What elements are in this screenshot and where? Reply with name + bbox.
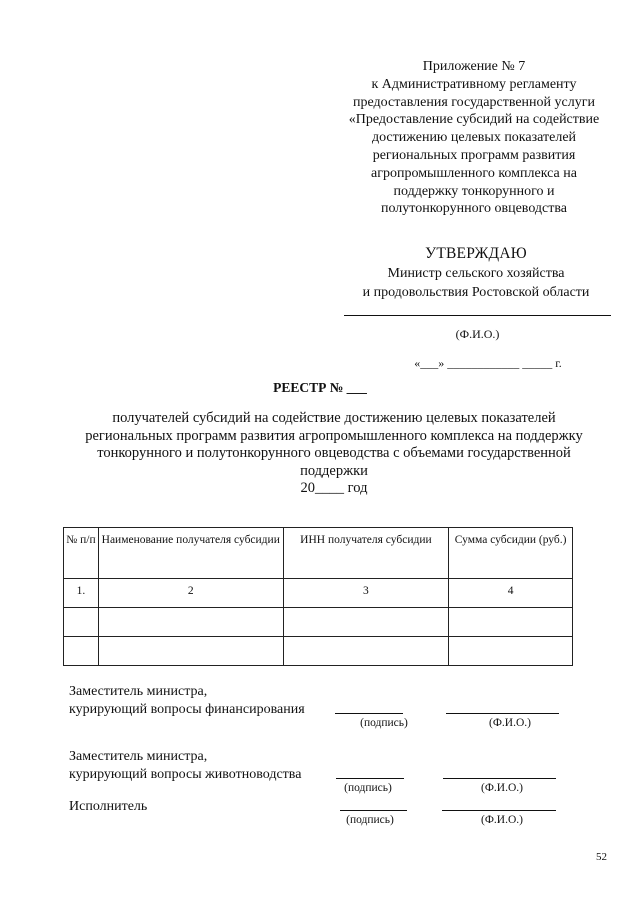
appendix-line: к Административному регламенту — [371, 76, 577, 92]
approval-block — [340, 244, 612, 302]
appendix-header — [330, 58, 618, 218]
approval-date-line: «___» ____________ _____ г. — [414, 356, 562, 370]
table-cell — [64, 637, 99, 666]
registry-description-line: тонкорунного и полутонкорунного овцеводства с объемами государственной — [97, 445, 571, 461]
table-header-row — [64, 528, 573, 579]
signature-label-line: Заместитель министра, — [69, 684, 208, 699]
table-cell: 4 — [449, 579, 573, 608]
appendix-line: предоставления государственной услуги — [353, 94, 595, 110]
table-cell: 2 — [98, 579, 283, 608]
table-row — [64, 637, 573, 666]
livestock-sign-line — [336, 778, 404, 779]
signature-label-line: курирующий вопросы финансирования — [69, 701, 305, 717]
livestock-fio-caption: (Ф.И.О.) — [481, 782, 523, 794]
finance-deputy-label — [69, 683, 305, 718]
executor-sign-caption: (подпись) — [346, 814, 394, 826]
table-cell: 1. — [64, 579, 99, 608]
registry-title: РЕЕСТР № ___ — [273, 380, 367, 395]
table-cell — [283, 637, 449, 666]
table-numbering-row — [64, 579, 573, 608]
table-cell — [283, 608, 449, 637]
registry-table — [63, 527, 573, 666]
registry-description — [72, 410, 596, 498]
finance-fio-caption: (Ф.И.О.) — [489, 717, 531, 729]
appendix-line: поддержку тонкорунного и — [393, 183, 555, 199]
table-header-cell: № п/п — [64, 528, 99, 579]
table-cell: 3 — [283, 579, 449, 608]
executor-fio-caption: (Ф.И.О.) — [481, 814, 523, 826]
approval-fio-caption: (Ф.И.О.) — [455, 327, 500, 341]
table-header-cell: ИНН получателя субсидии — [283, 528, 449, 579]
appendix-line: «Предоставление субсидий на содействие — [348, 112, 600, 128]
appendix-line: Приложение № 7 — [422, 59, 526, 74]
registry-description-line: региональных программ развития агропромышленного комплекса на поддержку — [85, 427, 583, 444]
approval-title: УТВЕРЖДАЮ — [425, 245, 527, 262]
table-cell — [98, 608, 283, 637]
approval-position-line: и продовольствия Ростовской области — [362, 285, 590, 300]
executor-sign-line — [340, 810, 407, 811]
finance-sign-line — [335, 713, 403, 714]
appendix-line: региональных программ развития — [372, 147, 576, 163]
table-header-cell: Наименование получателя субсидии — [98, 528, 283, 579]
appendix-line: полутонкорунного овцеводства — [380, 201, 568, 217]
table-row — [64, 608, 573, 637]
table-cell — [98, 637, 283, 666]
appendix-line: агропромышленного комплекса на — [371, 165, 577, 181]
finance-sign-caption: (подпись) — [360, 717, 408, 729]
table-cell — [64, 608, 99, 637]
signature-label-line: курирующий вопросы животноводства — [69, 766, 302, 782]
table-cell — [449, 608, 573, 637]
livestock-sign-caption: (подпись) — [344, 782, 392, 794]
table-cell — [449, 637, 573, 666]
executor-label: Исполнитель — [69, 799, 148, 814]
approval-position-line: Министр сельского хозяйства — [387, 266, 565, 281]
executor-fio-line — [442, 810, 556, 811]
registry-description-line: получателей субсидий на содействие достижению целевых показателей — [112, 410, 556, 426]
registry-year-line: 20____ год — [300, 480, 368, 496]
livestock-deputy-label — [69, 748, 301, 783]
signature-label-line: Заместитель министра, — [69, 749, 208, 764]
approval-signature-line — [344, 315, 611, 316]
appendix-line: достижению целевых показателей — [371, 130, 577, 146]
livestock-fio-line — [443, 778, 556, 779]
registry-description-line: поддержки — [300, 462, 368, 479]
page-number: 52 — [596, 851, 607, 863]
finance-fio-line — [446, 713, 559, 714]
table-header-cell: Сумма субсидии (руб.) — [449, 528, 573, 579]
